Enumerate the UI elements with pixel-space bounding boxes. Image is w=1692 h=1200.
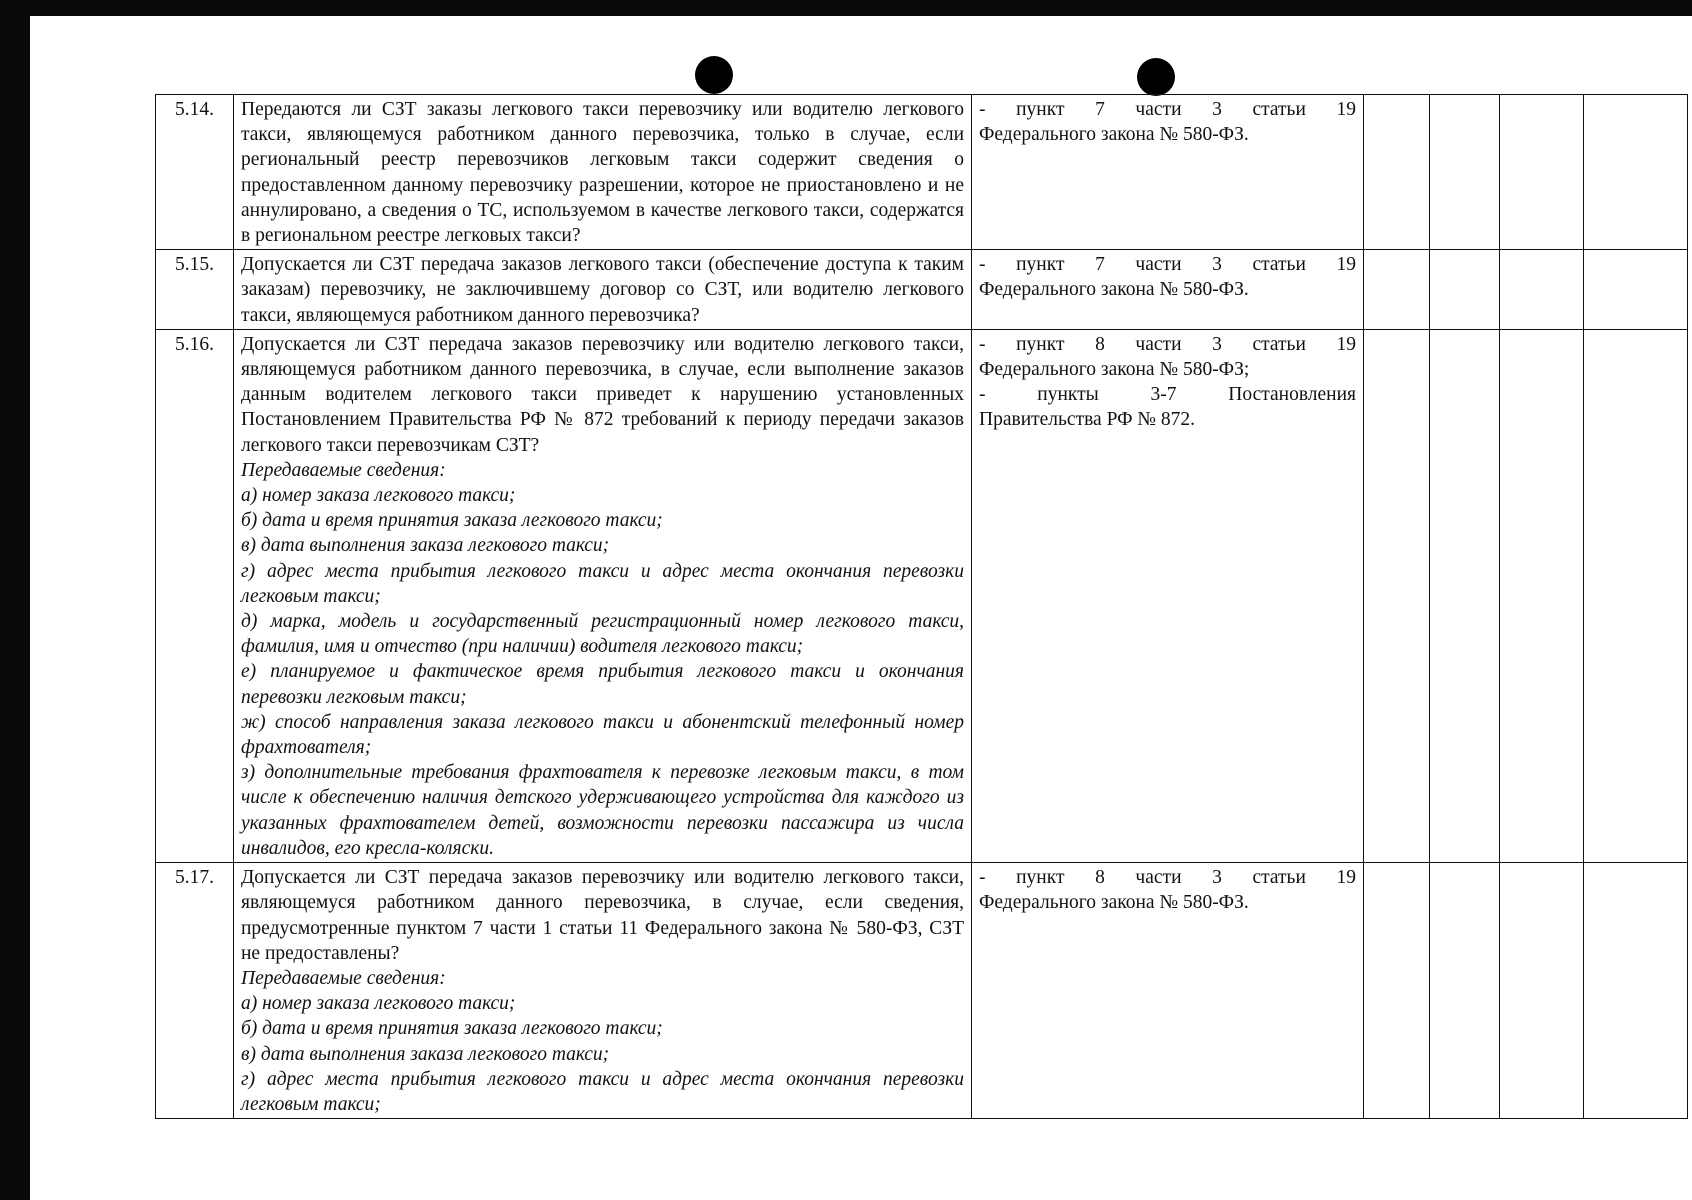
answer-yes-cell bbox=[1364, 250, 1430, 330]
detail-item: в) дата выполнения заказа легкового такси; bbox=[241, 1043, 610, 1065]
reference-line: - пункты 3-7 Постановления bbox=[979, 384, 1356, 406]
detail-item: б) дата и время принятия заказа легкового такси; bbox=[241, 510, 663, 532]
answer-na-cell bbox=[1500, 250, 1584, 330]
answer-yes-cell bbox=[1364, 329, 1430, 862]
legal-reference-cell bbox=[972, 250, 1364, 330]
question-cell bbox=[234, 95, 972, 250]
detail-item: г) адрес места прибытия легкового такси и адрес места окончания перевозки легковым такси; bbox=[241, 560, 964, 607]
details-heading: Передаваемые сведения: bbox=[241, 459, 446, 481]
detail-item: з) дополнительные требования фрахтователя к перевозке легковым такси, в том числе к обеспечению наличия детского удерживающего устройства для каждого из указанных фрахтователем детей, возможности перевозки пассажира из числа инвалидов, его кресла-коляски. bbox=[241, 762, 964, 859]
checklist-table bbox=[155, 94, 1688, 1119]
detail-item: д) марка, модель и государственный регистрационный номер легкового такси, фамилия, имя и отчество (при наличии) водителя легкового такси; bbox=[241, 611, 964, 658]
scan-border-left bbox=[0, 0, 30, 1200]
legal-reference-cell bbox=[972, 863, 1364, 1119]
legal-reference-cell bbox=[972, 329, 1364, 862]
answer-yes-cell bbox=[1364, 863, 1430, 1119]
answer-na-cell bbox=[1500, 863, 1584, 1119]
item-number: 5.15. bbox=[156, 250, 234, 330]
question-cell bbox=[234, 863, 972, 1119]
scan-border-top bbox=[0, 0, 1692, 16]
question-text: Допускается ли СЗТ передача заказов перевозчику или водителю легкового такси, являющемуся работником данного перевозчика, в случае, если выполнение заказов данным водителем легкового такси приведет к нарушению установленных Постановлением Правительства РФ № 872 требований к периоду передачи заказов легкового такси перевозчикам СЗТ? bbox=[241, 333, 964, 456]
detail-item: в) дата выполнения заказа легкового такси; bbox=[241, 535, 610, 557]
reference-line: Правительства РФ № 872. bbox=[979, 409, 1195, 431]
question-text: Допускается ли СЗТ передача заказов перевозчику или водителю легкового такси, являющемуся работником данного перевозчика, в случае, если сведения, предусмотренные пунктом 7 части 1 статьи 11 Федерального закона № 580-ФЗ, СЗТ не предоставлены? bbox=[241, 867, 964, 964]
answer-no-cell bbox=[1430, 250, 1500, 330]
answer-na-cell bbox=[1500, 329, 1584, 862]
answer-no-cell bbox=[1430, 329, 1500, 862]
reference-line: - пункт 7 части 3 статьи 19 bbox=[979, 99, 1356, 120]
detail-item: б) дата и время принятия заказа легкового такси; bbox=[241, 1018, 663, 1040]
question-text: Допускается ли СЗТ передача заказов легкового такси (обеспечение доступа к таким заказам) перевозчику, не заключившему договор со СЗТ, или водителю легкового такси, являющемуся работником данного перевозчика? bbox=[241, 254, 964, 326]
answer-yes-cell bbox=[1364, 95, 1430, 250]
punch-hole bbox=[695, 56, 733, 94]
reference-line: Федерального закона № 580-ФЗ. bbox=[979, 892, 1249, 914]
item-number: 5.17. bbox=[156, 863, 234, 1119]
reference-line: Федерального закона № 580-ФЗ; bbox=[979, 359, 1250, 381]
table-row bbox=[156, 95, 1688, 250]
reference-line: - пункт 8 части 3 статьи 19 bbox=[979, 333, 1356, 355]
table-row bbox=[156, 863, 1688, 1119]
question-cell bbox=[234, 250, 972, 330]
notes-cell bbox=[1584, 250, 1688, 330]
item-number: 5.16. bbox=[156, 329, 234, 862]
question-text: Передаются ли СЗТ заказы легкового такси перевозчику или водителю легкового такси, являющемуся работником данного перевозчика, только в случае, если региональный реестр перевозчиков легковым такси содержит сведения о предоставленном данному перевозчику разрешении, которое не приостановлено и не аннулировано, а сведения о ТС, используемом в качестве легкового такси, содержатся в региональном реестре легковых такси? bbox=[241, 99, 964, 247]
legal-reference-cell bbox=[972, 95, 1364, 250]
answer-no-cell bbox=[1430, 863, 1500, 1119]
detail-item: е) планируемое и фактическое время прибытия легкового такси и окончания перевозки легковым такси; bbox=[241, 661, 964, 708]
notes-cell bbox=[1584, 863, 1688, 1119]
notes-cell bbox=[1584, 329, 1688, 862]
table-row bbox=[156, 250, 1688, 330]
table-row bbox=[156, 329, 1688, 862]
answer-na-cell bbox=[1500, 95, 1584, 250]
question-cell bbox=[234, 329, 972, 862]
detail-item: ж) способ направления заказа легкового такси и абонентский телефонный номер фрахтователя; bbox=[241, 711, 964, 759]
detail-item: а) номер заказа легкового такси; bbox=[241, 993, 516, 1015]
detail-item: а) номер заказа легкового такси; bbox=[241, 485, 516, 507]
reference-line: - пункт 8 части 3 статьи 19 bbox=[979, 867, 1356, 889]
item-number: 5.14. bbox=[156, 95, 234, 250]
notes-cell bbox=[1584, 95, 1688, 250]
answer-no-cell bbox=[1430, 95, 1500, 250]
reference-line: - пункт 7 части 3 статьи 19 bbox=[979, 254, 1356, 276]
details-heading: Передаваемые сведения: bbox=[241, 967, 446, 989]
detail-item: г) адрес места прибытия легкового такси и адрес места окончания перевозки легковым такси; bbox=[241, 1068, 964, 1115]
reference-line: Федерального закона № 580-ФЗ. bbox=[979, 279, 1249, 301]
punch-hole bbox=[1137, 58, 1175, 96]
reference-line: Федерального закона № 580-ФЗ. bbox=[979, 124, 1249, 146]
